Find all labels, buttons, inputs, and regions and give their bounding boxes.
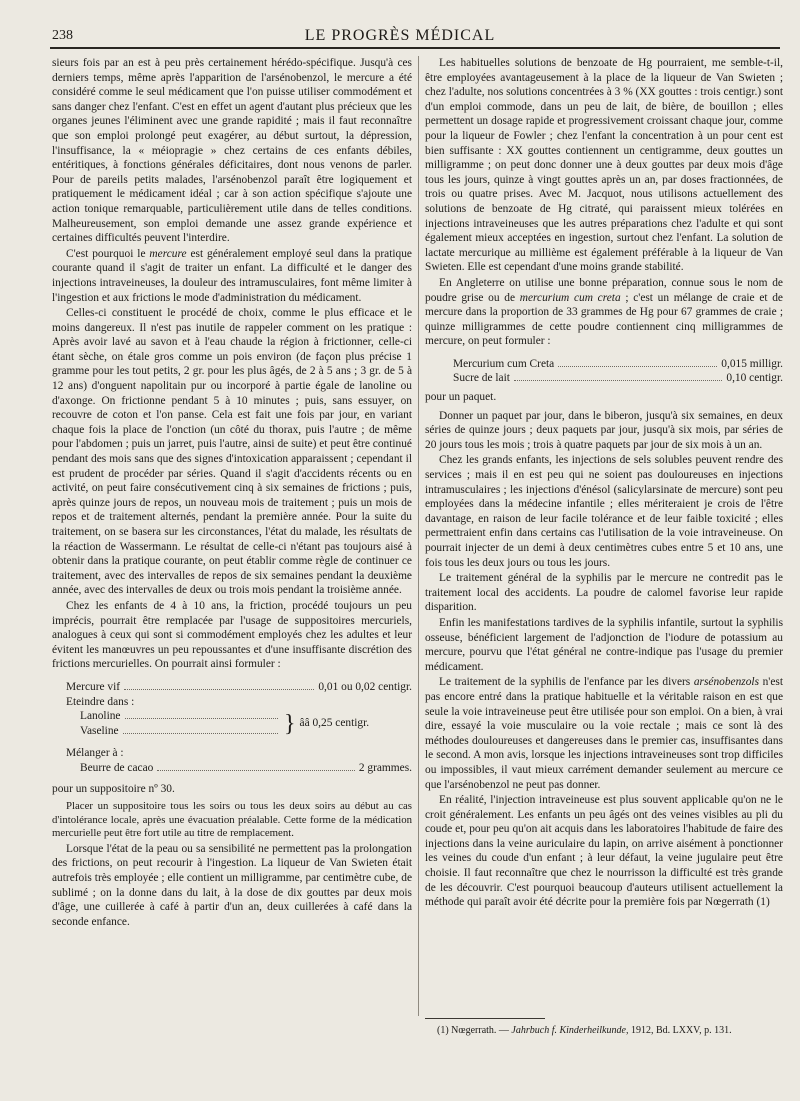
page-number: 238 — [52, 28, 73, 43]
formula-line: Eteindre dans : — [66, 695, 135, 708]
footnote: (1) Nœgerrath. — Jahrbuch f. Kinderheilkunde, 1912, Bd. LXXV, p. 131. — [437, 1025, 732, 1036]
left-column — [52, 56, 412, 929]
formula-line: Beurre de cacao 2 grammes. — [80, 761, 412, 774]
paragraph: Chez les enfants de 4 à 10 ans, la friction, procédé toujours un peu imprécis, pourrait être remplacée par l'usage de suppositoires mercuriels, analogues à ceux qui sont si commodément employés chez les adultes et leur évitent les manœuvres un peu repoussantes et d'une insuffisante discrétion des frictions mercurielles. On pourrait ainsi formuler : — [52, 599, 412, 671]
paragraph: C'est pourquoi le mercure est généralement employé seul dans la pratique courante quand il s'agit de traiter un enfant. La difficulté et le danger des injections intraveineuses, la douleur des intramusculaires, font même limiter à l'ingestion et aux frictions le mode d'administration du médicament. — [52, 247, 412, 304]
paragraph: Enfin les manifestations tardives de la syphilis infantile, surtout la syphilis osseuse, bénéficient largement de l'adjonction de l'iodure de potassium au mercure, pourvu que l'état général ne contre-indique pas l'usage du premier médicament. — [425, 616, 783, 673]
brace-icon: } — [284, 710, 296, 737]
paragraph: En Angleterre on utilise une bonne préparation, connue sous le nom de poudre grise ou de mercurium cum creta ; c'est un mélange de craie et de mercure dans la proportion de 33 grammes de Hg pour 67 grammes de craie ; quinze milligrammes de cette poudre contiennent cinq milligrammes de mercure, on peut formuler : — [425, 276, 783, 348]
emphasis: mercure — [149, 247, 187, 260]
formula-line: Mercure vif 0,01 ou 0,02 centigr. — [66, 680, 412, 693]
paragraph: Les habituelles solutions de benzoate de Hg pourraient, me semble-t-il, être employées avantageusement à la place de la liqueur de Van Swieten ; chez l'adulte, nos solutions concentrées à 3 % (XX gouttes : trois centigr.) sont d'un emploi commode, dans un peu de lait, de bière, de bouillon ; elles permettent un dosage rapide et progressivement croissant chaque jour, comme pour la liqueur de Fowler ; chez l'enfant la concentration à un pour cent est bien suffisante : XX gouttes contiennent un centigramme, deux gouttes un milligramme ; on peut donc donner une à deux gouttes par deux mois d'âge tous les jours, quinze à vingt gouttes après un an, par doses fractionnées, de trois ou quatre prises. Avec M. Jacquot, nous utilisons actuellement des solutions de benzoate de Hg citraté, qui paraissent mieux tolérées en injections intraveineuses que les autres préparations chez l'adulte et qui sont également mieux acceptées en ingestion, surtout chez l'enfant. La solution de lactate mercurique au millième est également préférable à la liqueur de Van Swieten. Elle est cependant d'une moins grande stabilité. — [425, 57, 783, 274]
emphasis: mercurium cum creta — [519, 291, 621, 304]
paragraph: Placer un suppositoire tous les soirs ou tous les deux soirs au début au cas d'intolérance locale, après une évacuation préalable. Cette forme de la médication mercurielle peut être fort utile au titre de remplacement. — [52, 800, 412, 840]
paragraph: Chez les grands enfants, les injections de sels solubles peuvent rendre des services ; mais il en est peu qui ne soient pas douloureuses en injections intramusculaires ; les injections d'énésol (salicylarsinate de mercure) sont peu employées dans la médecine infantile ; elles mériteraient je crois de l'être davantage, en raison de leur facile tolérance et de leur faible toxicité ; elles permettraient enfin dans certains cas l'utilisation de la voie intraveineuse. On pourrait injecter de un demi à deux centimètres cubes entre 5 et 10 ans, une fois tous les deux jours ou tous les jours. — [425, 454, 783, 569]
prescription-formula — [52, 680, 412, 796]
formula-line: Sucre de lait 0,10 centigr. — [453, 372, 783, 385]
formula-line: pour un suppositoire nº 30. — [52, 782, 175, 795]
formula-line: Mélanger à : — [66, 747, 124, 760]
paragraph: Lorsque l'état de la peau ou sa sensibilité ne permettent pas la prolongation des frictions, on peut recourir à l'ingestion. La liqueur de Van Swieten était autrefois très employée ; elle contient un milligramme, par centimètre cube, de sublimé ; on la donne dans du lait, à la dose de dix gouttes par deux mois d'âge, une cuillerée à café à partir d'un an, deux cuillerées à café dans la seconde enfance. — [52, 842, 412, 928]
header-rule — [50, 47, 780, 49]
paragraph: Celles-ci constituent le procédé de choix, comme le plus efficace et le moins dangereux. Il n'est pas inutile de rappeler comment on les pratique : Après avoir lavé au savon et à l'eau chaude la région à frictionner, celle-ci étant sèche, on étale gros comme un pois environ (de façon plus précise 1 gramme pour les tout petits, 2 gr. pour les plus âgés, de 2 à 5 ans ; 3 gr. de 5 à 12 ans) d'onguent napolitain pur ou incorporé à partie égale de lanoline ou d'axonge. On frictionne pendant 5 à 10 minutes ; puis, sans essuyer, on recouvre de coton et l'on panse. Cela est fait une fois par jour, en variant chaque fois la place de l'onction (un côté du thorax, puis l'autre ; de même pour l'abdomen ; puis un jarret, puis l'autre, ainsi de suite) et peut être continué pendant des mois sans que des signes d'intoxication apparaissent ; cependant il est prudent de procéder par séries. Quand il s'agit d'accidents récents ou en activité, on peut faire consécutivement cinq à six semaines de frictions ; puis, après quinze jours de repos, un nouveau mois de traitement ; puis un mois de repos et de traitement alternés, pendant la première année. Pour la suite du traitement, on se basera sur les circonstances, l'état du malade, les résultats de la réaction de Wassermann. Le résultat de celle-ci n'étant pas toujours aisé à obtenir dans la pratique courante, on peut établir comme règle de continuer ce traitement, avec des intervalles de repos de six semaines pendant la deuxième année, avec des intervalles de deux ou trois mois pendant la troisième année. — [52, 307, 412, 597]
prescription-formula — [425, 357, 783, 405]
paragraph: sieurs fois par an est à peu près certainement hérédo-spécifique. Jusqu'à ces derniers temps, même après l'apparition de l'arsénobenzol, le mercure a été considéré comme le seul médicament que l'on puisse utiliser commodément et sans danger chez l'enfant. C'est en effet un agent d'autant plus précieux que les organes jeunes l'éliminent avec une grande rapidité ; mais il faut reconnaître que son emploi prolongé peut exagérer, au début surtout, la dépression, l'insuffisance, la « méiopragie » chez certains de ces enfants débiles, entéritiques, à fonctions générales déficitaires, dont nous venons de parler. Pour de pareils petits malades, l'arsénobenzol paraît être logiquement et pratiquement le médicament idéal ; car à son action spécifique s'ajoute une action tonique remarquable, particulièrement utile dans de telles conditions. Malheureusement, son emploi demande une assez grande expérience et certaines difficultés peuvent l'interdire. — [52, 57, 412, 245]
paragraph: Le traitement de la syphilis de l'enfance par les divers arsénobenzols n'est pas encore entré dans la pratique habituelle et la véritable raison en est que seule la voie intraveineuse peut être utilisée pour son emploi. On a bien, à vrai dire, essayé la voie musculaire ou la voie rectale ; mais ce sont là des méthodes douloureuses et dangereuses dans le premier cas, insuffisantes dans le second. A mon avis, lorsque les injections intraveineuses sont trop difficiles ou impossibles, il vaut mieux carrément demander seulement au mercure ce que l'arsénobenzol ne peut pas donner. — [425, 676, 783, 791]
column-divider — [418, 56, 419, 1016]
running-title: LE PROGRÈS MÉDICAL — [304, 27, 496, 44]
formula-line: Mercurium cum Creta 0,015 milligr. — [453, 357, 783, 370]
emphasis: arsénobenzols — [693, 676, 760, 689]
page-header — [0, 0, 800, 52]
footnote-rule — [425, 1018, 545, 1019]
paragraph: Donner un paquet par jour, dans le biberon, jusqu'à six semaines, en deux séries de quinze jours ; deux paquets par jour, jusqu'à six mois, par séries de 20 jours tous les mois ; trois à quatre paquets par jour de six mois à un an. — [425, 409, 783, 451]
right-column — [425, 56, 783, 910]
formula-brace-group: Lanoline Vaseline } ââ 0,25 centigr. — [80, 710, 370, 737]
paragraph: Le traitement général de la syphilis par le mercure ne contredit pas le traitement local des accidents. La poudre de calomel favorise leur rapide disparition. — [425, 572, 783, 614]
paragraph: En réalité, l'injection intraveineuse est plus souvent applicable qu'on ne le croit généralement. Les enfants un peu âgés ont des veines visibles au pli du coude et, pour peu qu'on ait acquis dans les laboratoires l'habitude de faire des injections dans la veine auriculaire du lapin, on arrive aisément à ponctionner les veines du coude d'un enfant ; à leur défaut, la veine jugulaire peut être choisie. Il faut reconnaître que chez le nourrisson la difficulté est très grande de les découvrir. C'est pourquoi beaucoup d'auteurs utilisent actuellement la méthode qui paraît avoir été décrite pour la première fois par Nœgerrath (1) — [425, 794, 783, 909]
formula-line: pour un paquet. — [425, 391, 497, 404]
journal-title: Jahrbuch f. Kinderheilkunde, — [511, 1025, 629, 1036]
